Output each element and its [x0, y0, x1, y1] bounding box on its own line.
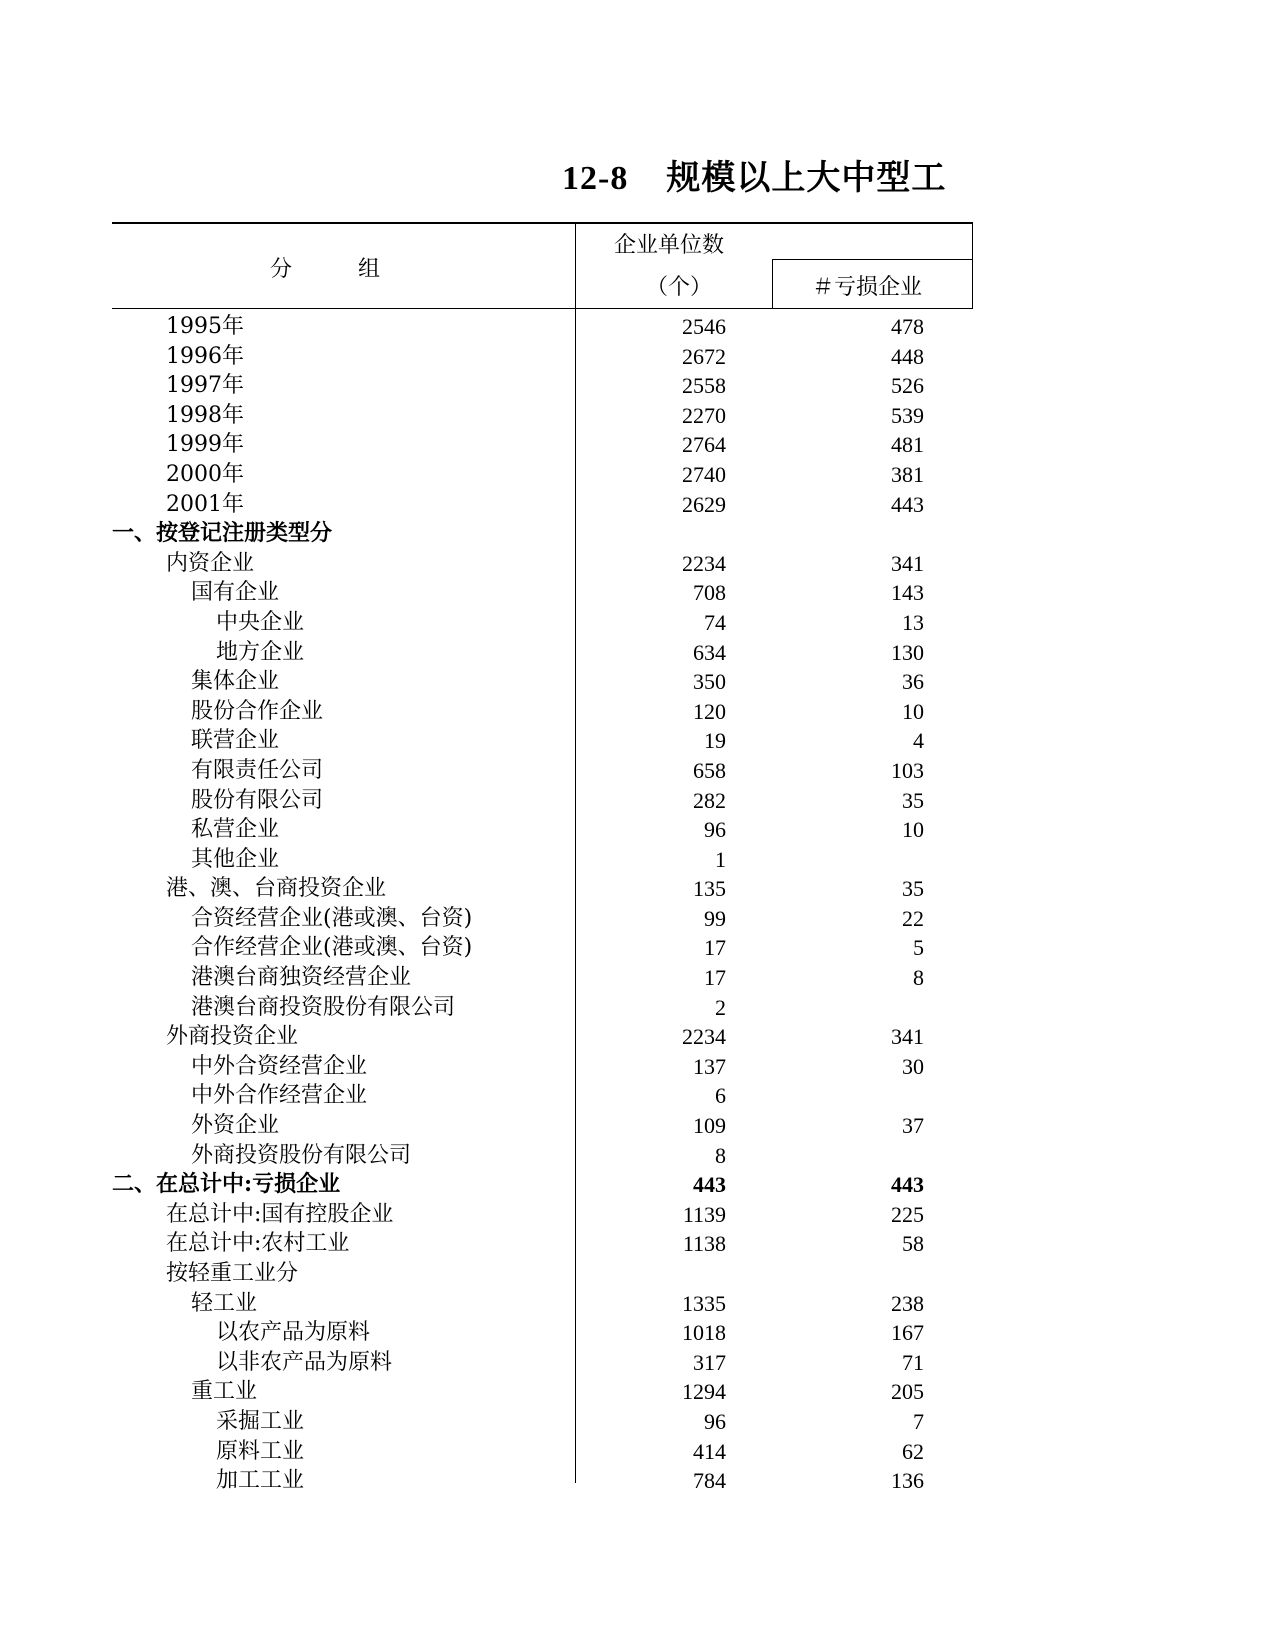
table-row	[112, 1348, 974, 1378]
unit-count-value: 8	[715, 1142, 726, 1168]
table-row	[112, 845, 974, 875]
row-label: 2000年	[166, 461, 244, 487]
table-row	[112, 1466, 974, 1496]
loss-enterprise-value: 10	[902, 698, 924, 724]
table-row	[112, 490, 974, 520]
row-label: 港澳台商投资股份有限公司	[191, 994, 456, 1020]
table-row	[112, 1111, 974, 1141]
table-number: 12-8	[562, 160, 629, 197]
unit-count-value: 135	[693, 876, 726, 902]
unit-count-value: 350	[693, 669, 726, 695]
loss-enterprise-value: 381	[891, 461, 924, 487]
table-row	[112, 904, 974, 934]
table-row	[112, 1022, 974, 1052]
loss-enterprise-value: 36	[902, 669, 924, 695]
table-row	[112, 726, 974, 756]
row-label: 内资企业	[166, 550, 255, 576]
unit-count-value: 1138	[682, 1231, 726, 1257]
unit-count-value: 282	[693, 787, 726, 813]
loss-enterprise-value: 478	[891, 314, 924, 339]
table-row	[112, 667, 974, 697]
loss-enterprise-value: 103	[891, 757, 924, 783]
loss-enterprise-value: 443	[891, 1172, 924, 1198]
loss-enterprise-value: 143	[891, 580, 924, 606]
row-label: 港、澳、台商投资企业	[166, 876, 387, 902]
table-row	[112, 963, 974, 993]
table-row	[112, 1229, 974, 1259]
loss-enterprise-value: 341	[891, 550, 924, 576]
row-label: 1998年	[166, 402, 244, 428]
loss-enterprise-value: 5	[913, 935, 924, 961]
unit-count-value: 96	[704, 1408, 726, 1434]
table-row	[112, 608, 974, 638]
unit-count-value: 1018	[682, 1320, 726, 1346]
table-row	[112, 874, 974, 904]
row-label: 1995年	[166, 314, 244, 339]
table-row	[112, 815, 974, 845]
row-label: 地方企业	[216, 639, 305, 665]
loss-enterprise-value: 62	[902, 1438, 924, 1464]
unit-count-value: 2740	[682, 461, 726, 487]
table-row	[112, 1318, 974, 1348]
loss-enterprise-value: 238	[891, 1290, 924, 1316]
unit-count-value: 2764	[682, 432, 726, 458]
row-label: 合作经营企业(港或澳、台资)	[191, 935, 473, 961]
header-bottom-rule	[112, 308, 973, 309]
unit-count-value: 658	[693, 757, 726, 783]
unit-count-value: 99	[704, 905, 726, 931]
unit-count-value: 2	[715, 994, 726, 1020]
table-row	[112, 1437, 974, 1467]
row-label: 股份合作企业	[191, 698, 324, 724]
unit-count-value: 137	[693, 1053, 726, 1079]
unit-count-value: 2546	[682, 314, 726, 339]
loss-enterprise-value: 167	[891, 1320, 924, 1346]
row-label: 1996年	[166, 343, 244, 369]
unit-count-value: 1	[715, 846, 726, 872]
table-row	[112, 1200, 974, 1230]
row-label: 外商投资企业	[166, 1024, 299, 1050]
loss-enterprise-value: 13	[902, 609, 924, 635]
unit-count-value: 317	[693, 1349, 726, 1375]
unit-count-value: 2234	[682, 1024, 726, 1050]
loss-enterprise-value: 130	[891, 639, 924, 665]
loss-enterprise-value: 58	[902, 1231, 924, 1257]
unit-count-value: 6	[715, 1083, 726, 1109]
unit-count-value: 96	[704, 817, 726, 843]
loss-enterprise-value: 341	[891, 1024, 924, 1050]
loss-enterprise-value: 448	[891, 343, 924, 369]
loss-enterprise-value: 4	[913, 728, 924, 754]
row-label: 按轻重工业分	[166, 1261, 299, 1286]
table-row	[112, 1289, 974, 1319]
loss-enterprise-value: 35	[902, 876, 924, 902]
row-label: 1999年	[166, 432, 244, 458]
row-label: 2001年	[166, 491, 244, 517]
unit-count-value: 17	[704, 965, 726, 991]
header-group: 分 组	[270, 257, 381, 282]
table-row	[112, 1170, 974, 1200]
row-label: 以非农产品为原料	[216, 1349, 393, 1375]
table-row	[112, 549, 974, 579]
table-body	[112, 312, 974, 1496]
unit-count-value: 784	[693, 1468, 726, 1494]
table-row	[112, 430, 974, 460]
unit-count-value: 19	[704, 728, 726, 754]
loss-enterprise-value: 7	[913, 1408, 924, 1434]
page-title	[562, 150, 946, 199]
unit-count-value: 2234	[682, 550, 726, 576]
unit-count-value: 109	[693, 1113, 726, 1139]
loss-enterprise-value: 481	[891, 432, 924, 458]
unit-count-value: 2629	[682, 491, 726, 517]
table-row	[112, 578, 974, 608]
row-label: 一、按登记注册类型分	[112, 520, 333, 547]
loss-enterprise-value: 526	[891, 373, 924, 399]
table-row	[112, 342, 974, 372]
table-row	[112, 933, 974, 963]
unit-count-value: 2270	[682, 402, 726, 428]
unit-count-value: 414	[693, 1438, 726, 1464]
loss-enterprise-value: 10	[902, 817, 924, 843]
row-label: 加工工业	[216, 1468, 305, 1494]
table-row	[112, 697, 974, 727]
header-unit-count: 企业单位数	[614, 233, 725, 258]
table-row	[112, 1081, 974, 1111]
unit-count-value: 74	[704, 609, 726, 635]
loss-enterprise-value: 37	[902, 1113, 924, 1139]
table-row	[112, 756, 974, 786]
row-label: 港澳台商独资经营企业	[191, 965, 412, 991]
row-label: 采掘工业	[216, 1408, 305, 1434]
unit-count-value: 120	[693, 698, 726, 724]
loss-enterprise-value: 35	[902, 787, 924, 813]
unit-count-value: 443	[693, 1172, 726, 1198]
loss-enterprise-value: 8	[913, 965, 924, 991]
unit-count-value: 2672	[682, 343, 726, 369]
table-row	[112, 460, 974, 490]
row-label: 在总计中:国有控股企业	[166, 1201, 394, 1227]
column-divider-sub	[772, 259, 773, 309]
row-label: 中外合作经营企业	[191, 1083, 368, 1109]
row-label: 二、在总计中:亏损企业	[112, 1171, 341, 1198]
table-row	[112, 638, 974, 668]
subheader-rule	[772, 259, 973, 260]
row-label: 中外合资经营企业	[191, 1053, 368, 1079]
loss-enterprise-value: 205	[891, 1379, 924, 1405]
table-title: 规模以上大中型工	[666, 158, 947, 198]
row-label: 轻工业	[191, 1290, 258, 1316]
row-label: 合资经营企业(港或澳、台资)	[191, 905, 473, 931]
row-label: 国有企业	[191, 580, 280, 606]
row-label: 1997年	[166, 373, 244, 399]
header-loss-enterprises: ＃亏损企业	[812, 275, 923, 300]
loss-enterprise-value: 225	[891, 1201, 924, 1227]
unit-count-value: 1294	[682, 1379, 726, 1405]
row-label: 集体企业	[191, 669, 280, 695]
row-label: 外商投资股份有限公司	[191, 1142, 412, 1168]
row-label: 其他企业	[191, 846, 280, 872]
row-label: 股份有限公司	[191, 787, 324, 813]
unit-count-value: 708	[693, 580, 726, 606]
row-label: 有限责任公司	[191, 757, 324, 783]
unit-count-value: 1139	[682, 1201, 726, 1227]
unit-count-value: 2558	[682, 373, 726, 399]
table-row	[112, 1141, 974, 1171]
table-row	[112, 1407, 974, 1437]
unit-count-value: 17	[704, 935, 726, 961]
table-row	[112, 519, 974, 549]
loss-enterprise-value: 30	[902, 1053, 924, 1079]
row-label: 外资企业	[191, 1113, 280, 1139]
row-label: 联营企业	[191, 728, 280, 754]
table-row	[112, 1052, 974, 1082]
table-row	[112, 371, 974, 401]
table-row	[112, 1377, 974, 1407]
header-unit-count-unit: （个）	[646, 275, 713, 300]
table-row	[112, 401, 974, 431]
loss-enterprise-value: 71	[902, 1349, 924, 1375]
loss-enterprise-value: 539	[891, 402, 924, 428]
row-label: 在总计中:农村工业	[166, 1231, 350, 1257]
unit-count-value: 1335	[682, 1290, 726, 1316]
unit-count-value: 634	[693, 639, 726, 665]
loss-enterprise-value: 136	[891, 1468, 924, 1494]
row-label: 以农产品为原料	[216, 1320, 371, 1346]
table-top-rule	[112, 222, 973, 224]
loss-enterprise-value: 22	[902, 905, 924, 931]
row-label: 重工业	[191, 1379, 258, 1405]
row-label: 中央企业	[216, 609, 305, 635]
loss-enterprise-value: 443	[891, 491, 924, 517]
table-row	[112, 993, 974, 1023]
table-row	[112, 312, 974, 342]
table-row	[112, 1259, 974, 1289]
row-label: 私营企业	[191, 817, 280, 843]
row-label: 原料工业	[216, 1438, 305, 1464]
table-row	[112, 786, 974, 816]
table-right-edge	[972, 222, 973, 309]
